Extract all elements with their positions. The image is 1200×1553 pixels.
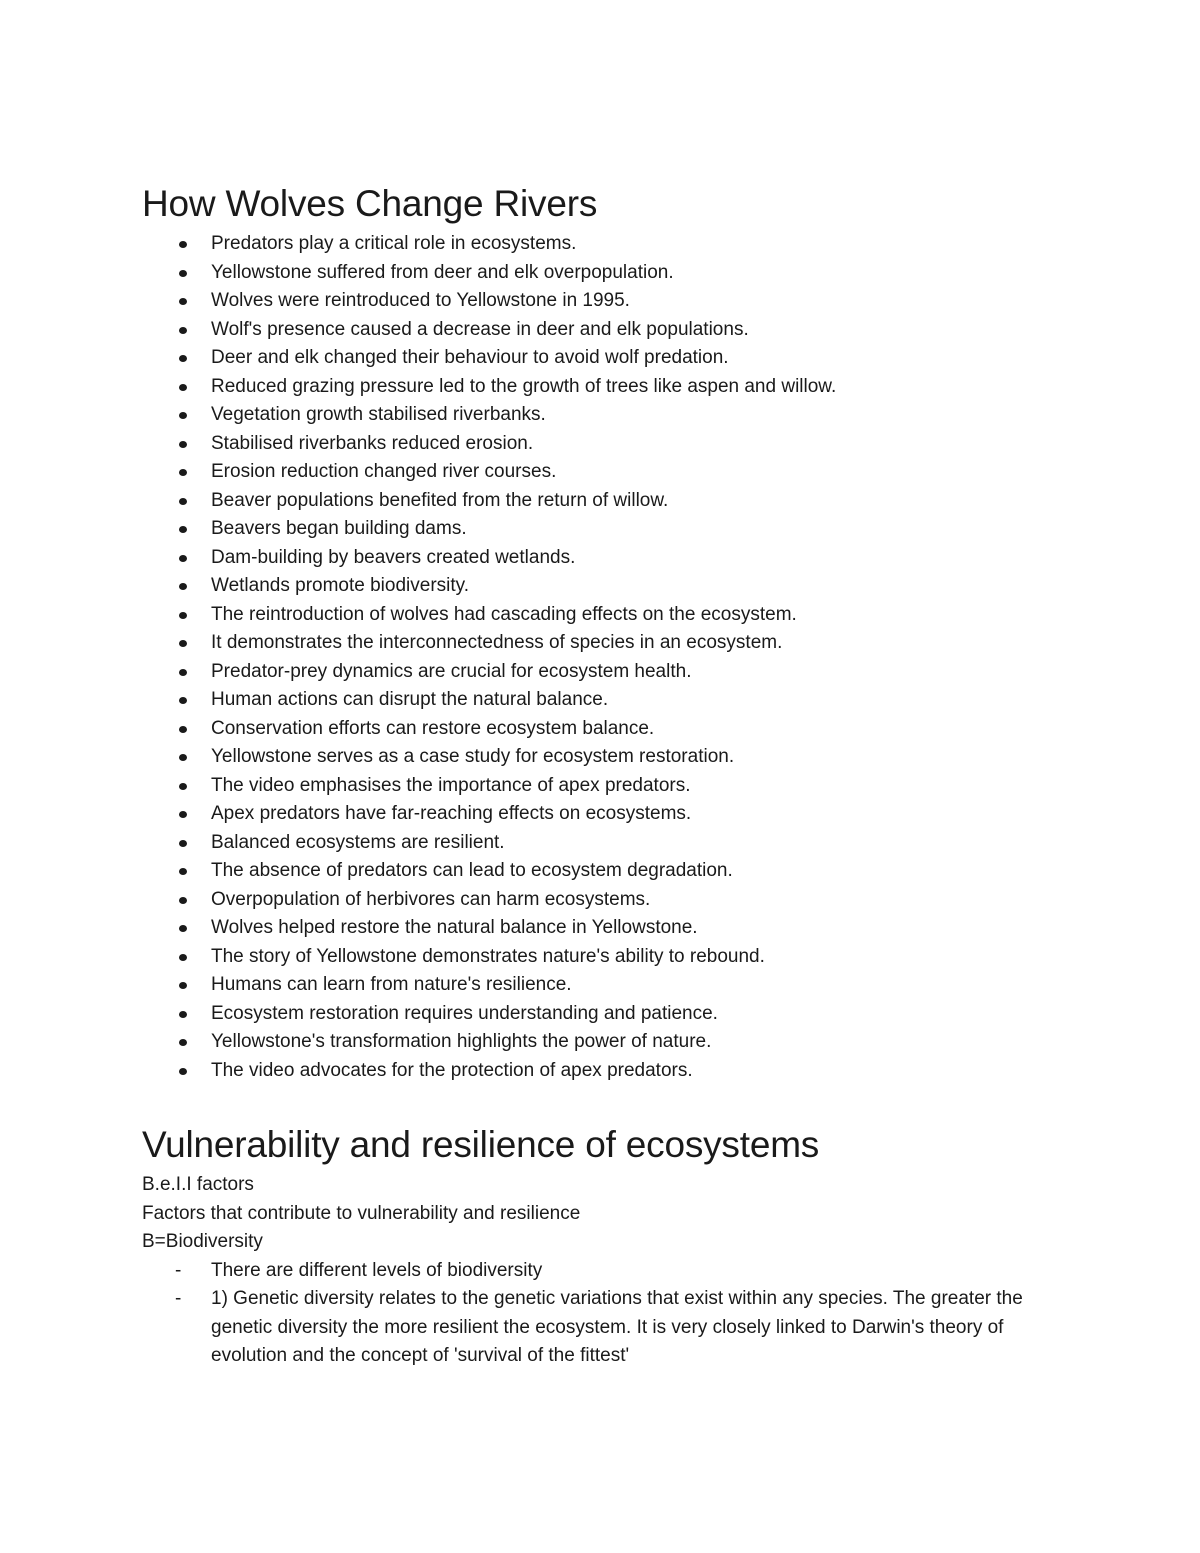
bullet-dot-icon: [179, 241, 187, 248]
bullet-dot-icon: [179, 555, 187, 562]
bullet-dot-icon: [179, 469, 187, 476]
list-item-text: Overpopulation of herbivores can harm ecosystems.: [211, 888, 651, 910]
bullet-dot-icon: [179, 697, 187, 704]
list-item: [142, 230, 1062, 259]
list-item: [142, 316, 1062, 345]
list-item: [142, 715, 1062, 744]
bullet-dot-icon: [179, 355, 187, 362]
bullet-dot-icon: [179, 526, 187, 533]
dash-marker-icon: -: [175, 1288, 182, 1309]
list-item-text: Reduced grazing pressure led to the growth of trees like aspen and willow.: [211, 375, 837, 397]
bullet-dot-icon: [179, 583, 187, 590]
list-item-text: Yellowstone suffered from deer and elk overpopulation.: [211, 261, 674, 283]
list-item: [142, 401, 1062, 430]
list-item-text: The absence of predators can lead to ecosystem degradation.: [211, 860, 733, 881]
list-item: [142, 914, 1062, 943]
bell-factors-line: B.e.I.I factors: [142, 1174, 254, 1195]
bullet-dot-icon: [179, 298, 187, 305]
list-item-text: The story of Yellowstone demonstrates nature's ability to rebound.: [211, 945, 765, 967]
bullet-dot-icon: [179, 783, 187, 790]
dash-item-text: There are different levels of biodiversity: [211, 1259, 543, 1281]
list-item-text: Dam-building by beavers created wetlands.: [211, 546, 576, 568]
list-item: [142, 287, 1062, 316]
list-item-text: Apex predators have far-reaching effects on ecosystems.: [211, 803, 692, 824]
list-item-text: Humans can learn from nature's resilience.: [211, 974, 572, 995]
list-item-text: Balanced ecosystems are resilient.: [211, 831, 505, 853]
list-item-text: Yellowstone serves as a case study for ecosystem restoration.: [211, 746, 735, 767]
list-item-text: Wetlands promote biodiversity.: [211, 575, 470, 596]
bullet-dot-icon: [179, 897, 187, 904]
bullet-dot-icon: [179, 868, 187, 875]
list-item: [142, 800, 1062, 829]
list-item-text: Yellowstone's transformation highlights the power of nature.: [211, 1031, 712, 1052]
bullet-dot-icon: [179, 811, 187, 818]
list-item-text: The reintroduction of wolves had cascading effects on the ecosystem.: [211, 603, 797, 625]
list-item: [142, 857, 1062, 886]
bullet-list: [142, 230, 1062, 1085]
bullet-dot-icon: [179, 982, 187, 989]
list-item: [142, 515, 1062, 544]
bullet-dot-icon: [179, 384, 187, 391]
list-item: [142, 601, 1062, 630]
list-item: [142, 943, 1062, 972]
bullet-dot-icon: [179, 840, 187, 847]
bullet-dot-icon: [179, 954, 187, 961]
list-item-text: Beaver populations benefited from the return of willow.: [211, 489, 669, 511]
list-item: [142, 572, 1062, 601]
list-item: [142, 686, 1062, 715]
list-item: [142, 344, 1062, 373]
list-item-text: Beavers began building dams.: [211, 518, 467, 539]
list-item-text: Ecosystem restoration requires understanding and patience.: [211, 1002, 718, 1024]
bullet-dot-icon: [179, 726, 187, 733]
list-item-text: It demonstrates the interconnectedness of species in an ecosystem.: [211, 632, 783, 653]
list-item-text: Wolves were reintroduced to Yellowstone in 1995.: [211, 290, 630, 311]
list-item-text: The video advocates for the protection of apex predators.: [211, 1059, 693, 1081]
list-item-text: Predator-prey dynamics are crucial for ecosystem health.: [211, 660, 692, 682]
bullet-dot-icon: [179, 925, 187, 932]
list-item-text: Wolf's presence caused a decrease in deer and elk populations.: [211, 318, 749, 340]
list-item: [142, 487, 1062, 516]
bullet-dot-icon: [179, 498, 187, 505]
list-item: [142, 743, 1062, 772]
section-title-wolves: How Wolves Change Rivers: [142, 183, 598, 224]
bullet-dot-icon: [179, 270, 187, 277]
bullet-dot-icon: [179, 640, 187, 647]
list-item: [142, 544, 1062, 573]
bullet-dot-icon: [179, 1068, 187, 1075]
dash-item-text: 1) Genetic diversity relates to the genetic variations that exist within any species. The greater the genetic diversity the more resilient the ecosystem. It is very closely linked to Darwin's theory of evolution and the concept of 'survival of the fittest': [211, 1288, 1023, 1366]
section-title-vulnerability: Vulnerability and resilience of ecosystems: [142, 1124, 820, 1165]
list-item: [142, 629, 1062, 658]
bullet-dot-icon: [179, 612, 187, 619]
factors-description-line: Factors that contribute to vulnerability and resilience: [142, 1202, 581, 1224]
dash-list: [142, 1257, 1062, 1371]
dash-list-item: [142, 1285, 1062, 1371]
list-item: [142, 430, 1062, 459]
list-item-text: Deer and elk changed their behaviour to avoid wolf predation.: [211, 347, 729, 368]
list-item-text: Conservation efforts can restore ecosystem balance.: [211, 717, 655, 739]
dash-marker-icon: -: [175, 1259, 182, 1281]
list-item: [142, 1057, 1062, 1086]
list-item: [142, 259, 1062, 288]
list-item: [142, 373, 1062, 402]
list-item: [142, 1000, 1062, 1029]
list-item-text: Human actions can disrupt the natural balance.: [211, 689, 609, 710]
document-content: [142, 182, 1062, 1371]
list-item: [142, 658, 1062, 687]
bullet-dot-icon: [179, 441, 187, 448]
bullet-dot-icon: [179, 754, 187, 761]
list-item-text: Vegetation growth stabilised riverbanks.: [211, 404, 546, 425]
bullet-dot-icon: [179, 1039, 187, 1046]
biodiversity-line: B=Biodiversity: [142, 1231, 263, 1252]
bullet-dot-icon: [179, 1011, 187, 1018]
list-item-text: Predators play a critical role in ecosystems.: [211, 233, 577, 254]
list-item: [142, 829, 1062, 858]
list-item-text: Wolves helped restore the natural balance in Yellowstone.: [211, 917, 698, 938]
dash-list-item: [142, 1257, 1062, 1286]
list-item: [142, 1028, 1062, 1057]
bullet-dot-icon: [179, 412, 187, 419]
list-item: [142, 886, 1062, 915]
bullet-dot-icon: [179, 327, 187, 334]
list-item-text: The video emphasises the importance of apex predators.: [211, 774, 691, 796]
list-item: [142, 772, 1062, 801]
bullet-dot-icon: [179, 669, 187, 676]
list-item: [142, 458, 1062, 487]
list-item-text: Erosion reduction changed river courses.: [211, 461, 557, 482]
list-item-text: Stabilised riverbanks reduced erosion.: [211, 432, 534, 454]
list-item: [142, 971, 1062, 1000]
